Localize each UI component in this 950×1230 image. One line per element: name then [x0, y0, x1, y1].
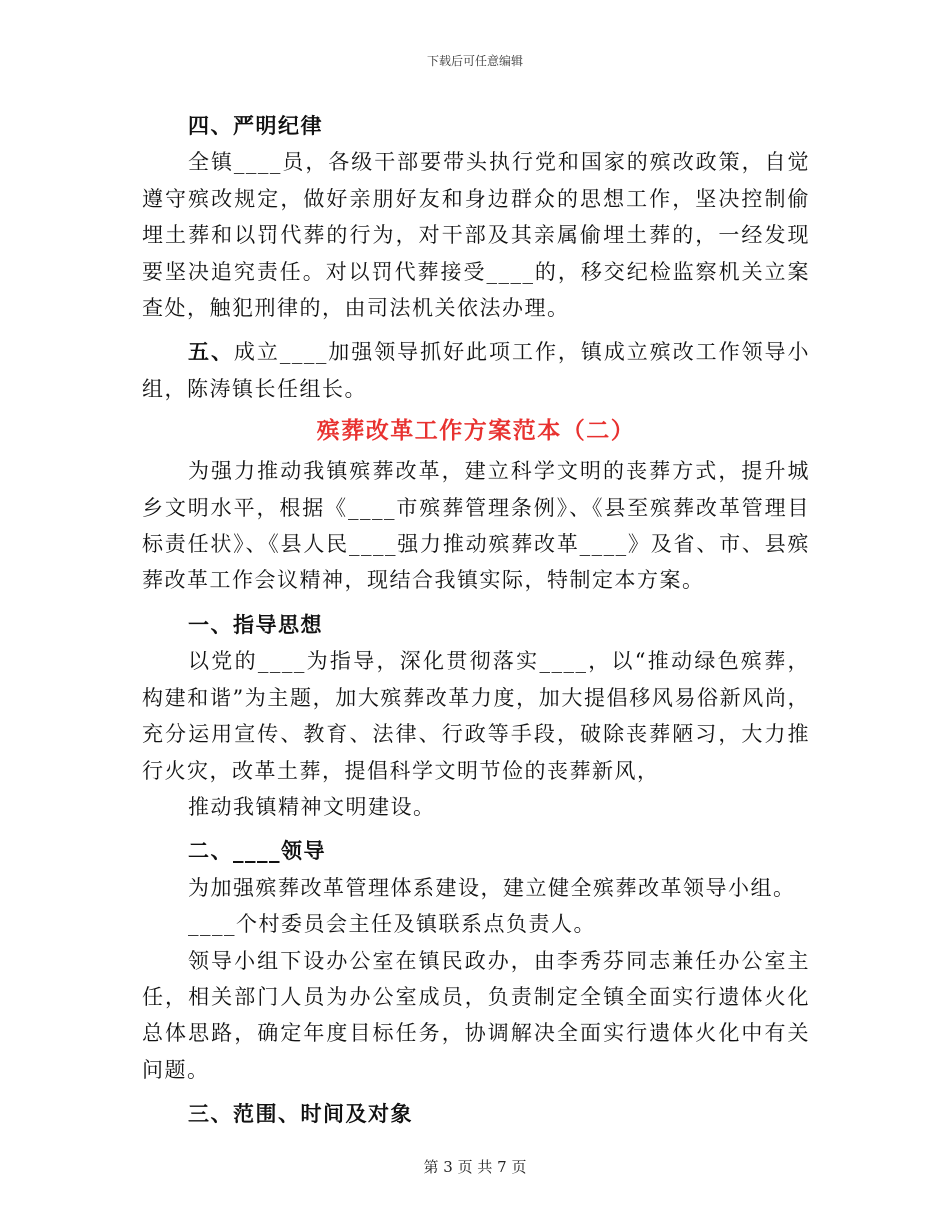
section-heading-5: 五、 — [188, 339, 234, 365]
section-text-5: 成立____加强领导抓好此项工作，镇成立殡改工作领导小组，陈涛镇长任组长。 — [142, 340, 810, 401]
section-paragraph-5 — [142, 334, 810, 407]
document-title: 殡葬改革工作方案范本（二） — [316, 417, 636, 445]
intro-paragraph: 为强力推动我镇殡葬改革，建立科学文明的丧葬方式，提升城乡文明水平，根据《____市殡葬管理条例》、《县至殡葬改革管理目标责任状》、《县人民____强力推动殡葬改革____》及省、市、县殡葬改革工作会议精神，现结合我镇实际，特制定本方案。 — [142, 459, 810, 593]
part-paragraph-2: 为加强殡葬改革管理体系建设，建立健全殡葬改革领导小组。 — [188, 875, 796, 900]
section-paragraph-4: 全镇____员，各级干部要带头执行党和国家的殡改政策，自觉遵守殡改规定，做好亲朋好友和身边群众的思想工作，坚决控制偷埋土葬和以罚代葬的行为，对干部及其亲属偷埋土葬的，一经发现要坚决追究责任。对以罚代葬接受____的，移交纪检监察机关立案查处，触犯刑律的，由司法机关依法办理。 — [142, 150, 810, 321]
page-header: 下载后可任意编辑 — [426, 54, 523, 68]
part-heading-1: 一、指导思想 — [188, 611, 323, 637]
part-paragraph-1b: 推动我镇精神文明建设。 — [188, 794, 436, 819]
part-paragraph-2c: 领导小组下设办公室在镇民政办，由李秀芬同志兼任办公室主任，相关部门人员为办公室成员，负责制定全镇全面实行遗体火化总体思路，确定年度目标任务，协调解决全面实行遗体火化中有关问题。 — [142, 948, 810, 1082]
part-heading-3: 三、范围、时间及对象 — [188, 1101, 413, 1127]
part-paragraph-1: 以党的____为指导，深化贯彻落实____，以“推动绿色殡葬，构建和谐”为主题，加大殡葬改革力度，加大提倡移风易俗新风尚，充分运用宣传、教育、法律、行政等手段，破除丧葬陋习，大力推行火灾，改革土葬，提倡科学文明节俭的丧葬新风， — [142, 649, 810, 783]
part-heading-2: 二、____领导 — [188, 838, 326, 864]
document-body — [142, 108, 810, 1133]
page-footer: 第 3 页 共 7 页 — [423, 1158, 527, 1176]
part-paragraph-2b: ____个村委员会主任及镇联系点负责人。 — [188, 912, 596, 937]
section-heading-4: 四、严明纪律 — [188, 113, 323, 138]
